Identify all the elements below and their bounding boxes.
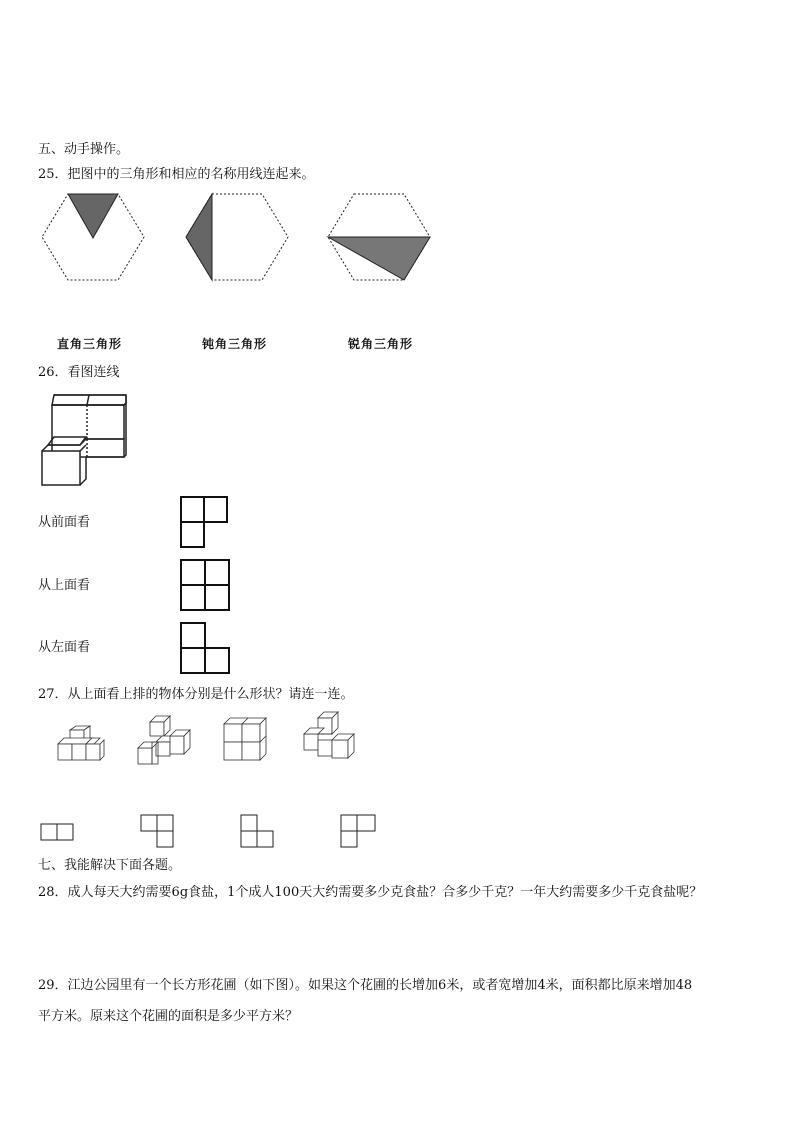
view-shape-2 [180,559,232,613]
object-figure-4 [300,712,356,768]
shaded-triangle-3 [328,237,430,280]
shaded-triangle-1 [68,194,118,238]
view-shape-3 [180,622,232,676]
question-28-text: 28．成人每天大约需要6g食盐，1个成人100天大约需要多少克食盐？合多少千克？一年大约需要多少千克食盐呢？ [38,885,703,900]
flat-shape-1 [40,822,76,844]
label-right-triangle: 直角三角形 [57,337,123,351]
flat-shape-4 [340,814,378,852]
shaded-triangle-2 [186,194,212,280]
hexagon-figure-1 [40,192,146,282]
hexagon-figure-3 [326,192,432,282]
object-figure-2 [136,716,190,768]
question-25-text: 25．把图中的三角形和相应的名称用线连起来。 [38,167,315,182]
view-label-top: 从上面看 [38,578,91,593]
view-label-left: 从左面看 [38,640,91,655]
object-figure-3 [222,718,270,764]
label-acute-triangle: 锐角三角形 [348,337,414,351]
question-27-text: 27．从上面看上排的物体分别是什么形状？请连一连。 [38,687,354,702]
view-shape-1 [180,496,230,550]
flat-shape-3 [240,814,276,852]
flat-shape-2 [140,814,176,852]
hexagon-figure-2 [184,192,290,282]
cube-block-figure [40,393,130,488]
question-29-line-1: 29．江边公园里有一个长方形花圃（如下图）。如果这个花圃的长增加6米，或者宽增加4米，面积都比原来增加48 [38,978,693,993]
question-26-text: 26．看图连线 [38,365,120,380]
section-5-title: 五、动手操作。 [38,142,130,157]
view-label-front: 从前面看 [38,515,91,530]
section-7-title: 七、我能解决下面各题。 [38,858,182,873]
question-29-line-2: 平方米。原来这个花圃的面积是多少平方米？ [38,1009,299,1024]
label-obtuse-triangle: 钝角三角形 [202,337,268,351]
object-figure-1 [56,726,106,766]
